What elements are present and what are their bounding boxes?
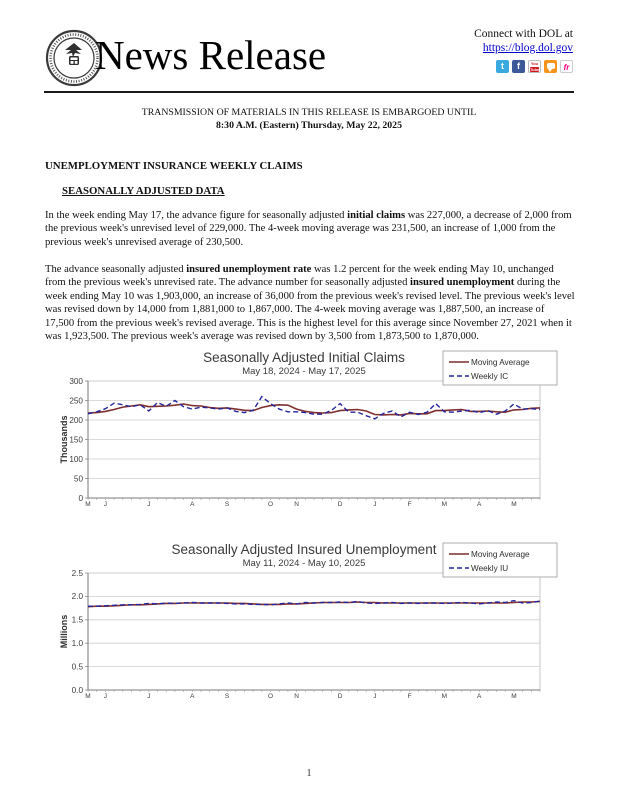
svg-text:2.5: 2.5: [71, 568, 83, 578]
svg-text:A: A: [190, 693, 195, 700]
social-icons-row: [496, 60, 573, 73]
svg-text:M: M: [441, 693, 448, 700]
svg-text:300: 300: [69, 376, 83, 386]
connect-with-dol-text: Connect with DOL at: [474, 28, 573, 40]
svg-text:0.5: 0.5: [71, 662, 83, 672]
svg-text:J: J: [103, 693, 108, 700]
svg-text:May 11, 2024 - May 10, 2025: May 11, 2024 - May 10, 2025: [242, 558, 366, 569]
embargo-line2: 8:30 A.M. (Eastern) Thursday, May 22, 2025: [216, 119, 402, 131]
insured-unemployment-chart: [58, 540, 563, 730]
svg-text:J: J: [373, 693, 377, 700]
svg-text:250: 250: [69, 396, 83, 406]
svg-text:Weekly IC: Weekly IC: [471, 372, 509, 381]
youtube-bottom-label: Tube: [530, 67, 540, 72]
svg-text:S: S: [224, 501, 230, 508]
svg-text:D: D: [337, 501, 343, 508]
svg-text:Seasonally Adjusted Insured Un: Seasonally Adjusted Insured Unemployment: [171, 542, 437, 557]
svg-text:M: M: [85, 693, 91, 700]
flickr-icon[interactable]: fr: [560, 60, 573, 73]
svg-text:Millions: Millions: [59, 614, 69, 649]
blog-bubble-icon[interactable]: [544, 60, 557, 73]
svg-text:Moving Average: Moving Average: [471, 550, 530, 559]
svg-text:M: M: [441, 501, 448, 508]
initial-claims-paragraph: [45, 209, 575, 249]
page-number: 1: [306, 768, 312, 779]
svg-text:May 18, 2024 - May 17, 2025: May 18, 2024 - May 17, 2025: [242, 366, 366, 377]
main-heading: UNEMPLOYMENT INSURANCE WEEKLY CLAIMS: [45, 160, 303, 172]
facebook-icon[interactable]: f: [512, 60, 525, 73]
svg-text:150: 150: [69, 435, 83, 445]
section-heading: SEASONALLY ADJUSTED DATA: [62, 185, 225, 197]
svg-text:F: F: [407, 693, 412, 700]
insured-unemployment-paragraph: [45, 263, 575, 343]
embargo-notice: [0, 107, 618, 132]
text-run: was 227,000, a decrease of 2,000 from the previous week's unrevised level of 229,000. The 4-week moving average was 231,500, an increase of 1,000 from the previous week's unrevised average of 230,500.: [45, 210, 572, 248]
svg-text:Weekly IU: Weekly IU: [471, 564, 509, 573]
svg-text:O: O: [268, 501, 274, 508]
news-release-title: News Release: [95, 32, 327, 78]
svg-text:M: M: [511, 693, 517, 700]
blog-dol-gov-link[interactable]: https://blog.dol.gov: [482, 42, 573, 54]
svg-text:N: N: [294, 501, 299, 508]
svg-text:A: A: [476, 693, 482, 700]
text-run: In the week ending May 17, the advance figure for seasonally adjusted: [45, 210, 348, 221]
header-divider: [44, 91, 574, 93]
svg-text:J: J: [373, 501, 377, 508]
svg-text:200: 200: [69, 415, 83, 425]
svg-text:Seasonally Adjusted Initial Cl: Seasonally Adjusted Initial Claims: [203, 350, 405, 365]
svg-text:A: A: [190, 501, 195, 508]
svg-text:F: F: [407, 501, 412, 508]
svg-text:D: D: [337, 693, 343, 700]
embargo-line1: TRANSMISSION OF MATERIALS IN THIS RELEASE IS EMBARGOED UNTIL: [141, 107, 477, 118]
svg-text:S: S: [224, 693, 230, 700]
initial-claims-chart: [58, 348, 563, 538]
text-run: The advance seasonally adjusted: [45, 264, 187, 275]
text-run: was 1.2 percent for the week ending May 10, unchanged from the previous week's unrevised rate. The advance number for seasonally adjusted: [45, 264, 554, 289]
svg-text:0.0: 0.0: [71, 685, 83, 695]
svg-text:Thousands: Thousands: [59, 415, 69, 464]
svg-text:J: J: [103, 501, 108, 508]
svg-text:M: M: [511, 501, 517, 508]
svg-text:2.0: 2.0: [71, 592, 83, 602]
svg-text:0: 0: [78, 493, 83, 503]
svg-text:1.5: 1.5: [71, 615, 83, 625]
svg-text:100: 100: [69, 454, 83, 464]
svg-text:M: M: [85, 501, 91, 508]
svg-text:A: A: [476, 501, 482, 508]
bold-term: insured unemployment rate: [186, 264, 312, 275]
svg-text:J: J: [147, 501, 151, 508]
youtube-icon[interactable]: [528, 60, 541, 73]
svg-text:50: 50: [73, 474, 83, 484]
youtube-top-label: You: [530, 61, 539, 66]
svg-text:1.0: 1.0: [71, 639, 83, 648]
text-run: during the week ending May 10 was 1,903,000, an increase of 36,000 from the previous week's revised level. The previous week's level was revised down by 14,000 from 1,881,000 to 1,867,000. The 4-week moving average was 1,887,500, an increase of 17,500 from the previous week's revised average. This is the highest level for this average since November 27, 2021 when it was 1,923,500. The previous week's average was revised down by 3,500 from 1,873,500 to 1,870,000.: [45, 277, 575, 343]
svg-text:N: N: [294, 693, 299, 700]
bold-term: insured unemployment: [410, 277, 515, 289]
svg-text:O: O: [268, 693, 274, 700]
svg-text:J: J: [147, 693, 151, 700]
twitter-icon[interactable]: t: [496, 60, 509, 73]
svg-text:Moving Average: Moving Average: [471, 358, 530, 367]
bold-term: initial claims: [347, 210, 406, 221]
